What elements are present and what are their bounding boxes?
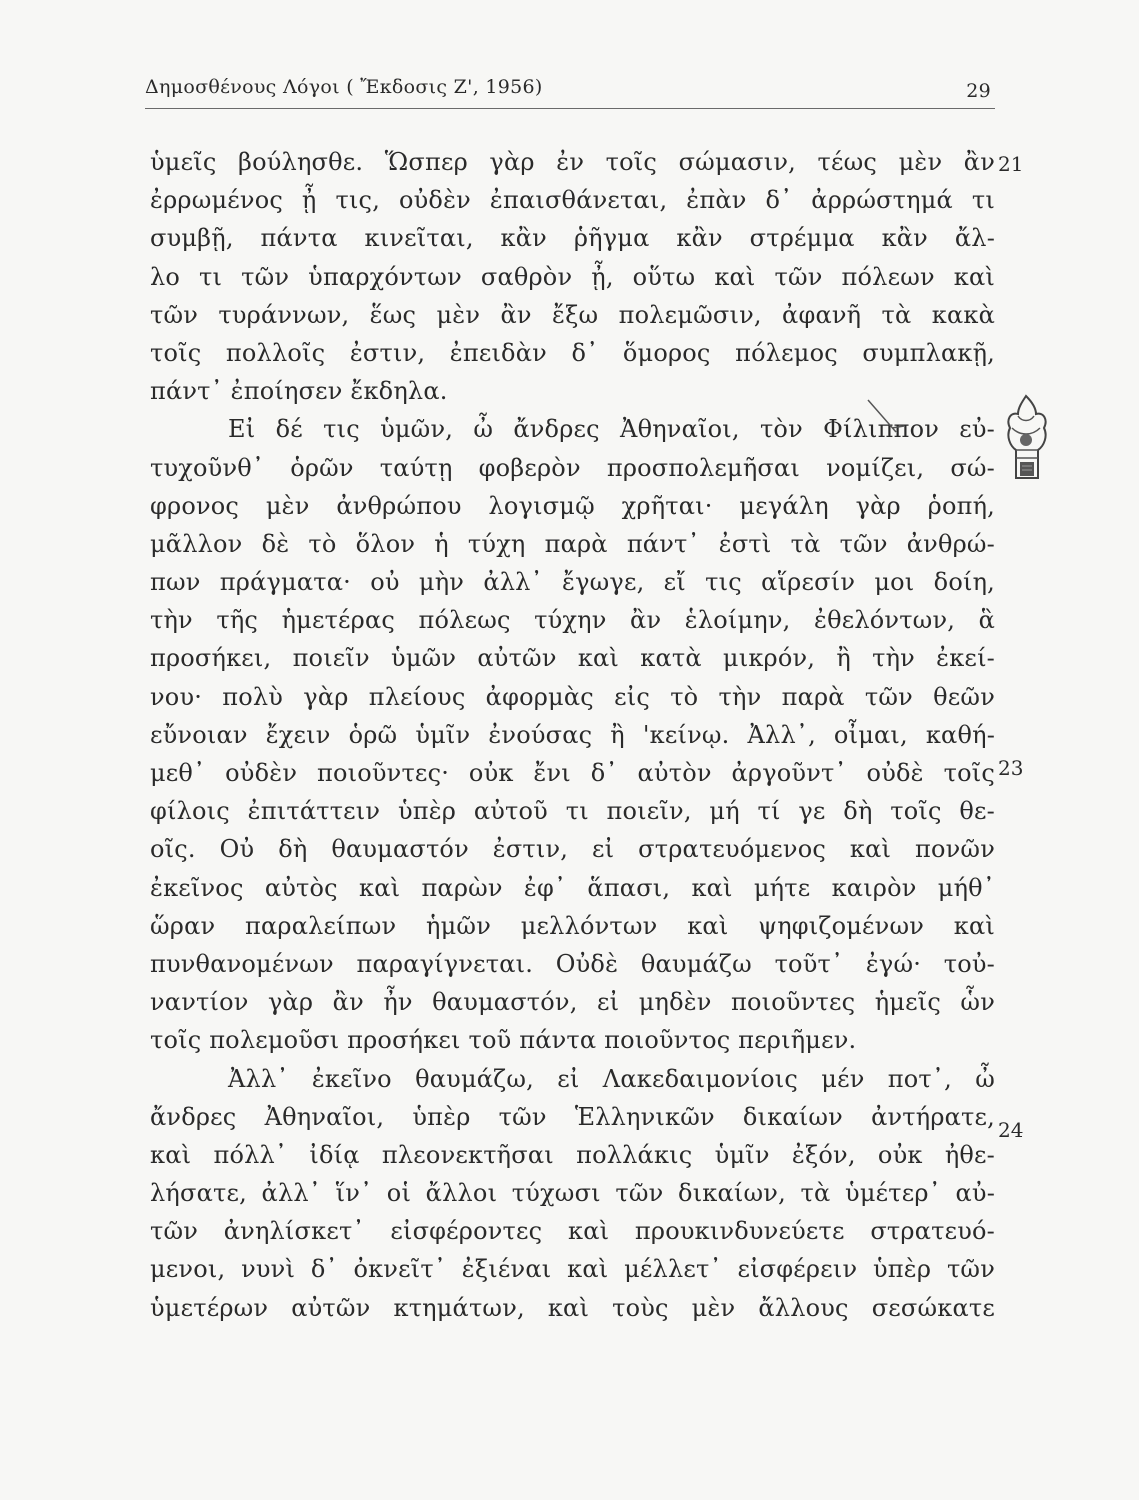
text-line: τοῖς πολεμοῦσι προσήκει τοῦ πάντα ποιοῦντος περιῆμεν.	[150, 1026, 857, 1055]
text-line: φίλοις ἐπιτάττειν ὑπὲρ αὐτοῦ τι ποιεῖν, μή τί γε δὴ τοῖς θε-	[150, 797, 995, 826]
text-line: προσήκει, ποιεῖν ὑμῶν αὐτῶν καὶ κατὰ μικρόν, ἢ τὴν ἐκεί-	[150, 644, 995, 673]
text-line: λο τι τῶν ὑπαρχόντων σαθρὸν ᾖ, οὕτω καὶ τῶν πόλεων καὶ	[150, 262, 995, 291]
text-line: μεθ᾽ οὐδὲν ποιοῦντες· οὐκ ἔνι δ᾽ αὐτὸν ἀργοῦντ᾽ οὐδὲ τοῖς	[150, 759, 995, 787]
text-line: ὥραν παραλείπων ἡμῶν μελλόντων καὶ ψηφιζομένων καὶ	[150, 911, 995, 940]
body-text	[150, 143, 995, 1327]
crown-stamp-icon	[1000, 392, 1052, 492]
text-line: ἐρρωμένος ᾖ τις, οὐδὲν ἐπαισθάνεται, ἐπὰν δ᾽ ἀρρώστημά τι	[150, 186, 995, 215]
section-number-23: 23	[998, 756, 1024, 780]
text-line: τὴν τῆς ἡμετέρας πόλεως τύχην ἂν ἑλοίμην, ἐθελόντων, ἃ	[150, 606, 995, 635]
text-line: πάντ᾽ ἐποίησεν ἔκδηλα.	[150, 377, 448, 406]
text-line: μενοι, νυνὶ δ᾽ ὀκνεῖτ᾽ ἐξιέναι καὶ μέλλετ᾽ εἰσφέρειν ὑπὲρ τῶν	[150, 1255, 995, 1284]
text-line: συμβῇ, πάντα κινεῖται, κἂν ῥῆγμα κἂν στρέμμα κἂν ἄλ-	[150, 224, 995, 253]
text-line: Εἰ δέ τις ὑμῶν, ὦ ἄνδρες Ἀθηναῖοι, τὸν Φίλιππον εὐ-	[228, 415, 995, 444]
text-line: τοῖς πολλοῖς ἐστιν, ἐπειδὰν δ᾽ ὅμορος πόλεμος συμπλακῇ,	[150, 338, 995, 367]
running-title: Δημοσθένους Λόγοι ( Ἔκδοσις Ζ', 1956)	[145, 76, 543, 98]
text-line: οῖς. Οὐ δὴ θαυμαστόν ἐστιν, εἰ στρατευόμενος καὶ πονῶν	[150, 835, 995, 864]
text-line: τῶν ἀνηλίσκετ᾽ εἰσφέροντες καὶ προυκινδυνεύετε στρατευό-	[150, 1217, 995, 1246]
text-line: ἐκεῖνος αὐτὸς καὶ παρὼν ἐφ᾽ ἅπασι, καὶ μήτε καιρὸν μήθ᾽	[150, 873, 995, 902]
text-line: πυνθανομένων παραγίγνεται. Οὐδὲ θαυμάζω τοῦτ᾽ ἐγώ· τοὐ-	[150, 949, 995, 978]
text-line: ναντίον γὰρ ἂν ἦν θαυμαστόν, εἰ μηδὲν ποιοῦντες ἡμεῖς ὧν	[150, 988, 995, 1017]
header-rule	[145, 108, 995, 109]
page-header	[145, 76, 995, 106]
page-number: 29	[966, 80, 991, 102]
text-line: τῶν τυράννων, ἕως μὲν ἂν ἔξω πολεμῶσιν, ἀφανῆ τὰ κακὰ	[150, 300, 995, 329]
text-line: ὑμετέρων αὐτῶν κτημάτων, καὶ τοὺς μὲν ἄλλους σεσώκατε	[150, 1293, 995, 1322]
text-line: τυχοῦνθ᾽ ὁρῶν ταύτῃ φοβερὸν προσπολεμῆσαι νομίζει, σώ-	[150, 453, 995, 482]
text-line: φρονος μὲν ἀνθρώπου λογισμῷ χρῆται· μεγάλη γὰρ ῥοπή,	[150, 491, 995, 520]
text-line: πων πράγματα· οὐ μὴν ἀλλ᾽ ἔγωγε, εἴ τις αἵρεσίν μοι δοίη,	[150, 568, 995, 597]
text-line: Ἀλλ᾽ ἐκεῖνο θαυμάζω, εἰ Λακεδαιμονίοις μέν ποτ᾽, ὦ	[228, 1064, 995, 1093]
text-line: μᾶλλον δὲ τὸ ὅλον ἡ τύχη παρὰ πάντ᾽ ἐστὶ τὰ τῶν ἀνθρώ-	[150, 529, 995, 558]
text-line: νου· πολὺ γὰρ πλείους ἀφορμὰς εἰς τὸ τὴν παρὰ τῶν θεῶν	[150, 682, 995, 711]
text-line: ἄνδρες Ἀθηναῖοι, ὑπὲρ τῶν Ἑλληνικῶν δικαίων ἀντήρατε,	[150, 1102, 995, 1131]
text-line: καὶ πόλλ᾽ ἰδίᾳ πλεονεκτῆσαι πολλάκις ὑμῖν ἐξόν, οὐκ ἠθε-	[150, 1140, 995, 1169]
text-line: λήσατε, ἀλλ᾽ ἵν᾽ οἱ ἄλλοι τύχωσι τῶν δικαίων, τὰ ὑμέτερ᾽ αὐ-	[150, 1179, 995, 1208]
section-number-24: 24	[998, 1118, 1024, 1142]
text-line: ὑμεῖς βούλησθε. Ὥσπερ γὰρ ἐν τοῖς σώμασιν, τέως μὲν ἂν	[150, 148, 995, 176]
section-number-21: 21	[998, 152, 1024, 176]
pencil-mark	[866, 398, 906, 438]
text-line: εὔνοιαν ἔχειν ὁρῶ ὑμῖν ἐνούσας ἢ 'κείνῳ. Ἀλλ᾽, οἶμαι, καθή-	[150, 720, 995, 749]
